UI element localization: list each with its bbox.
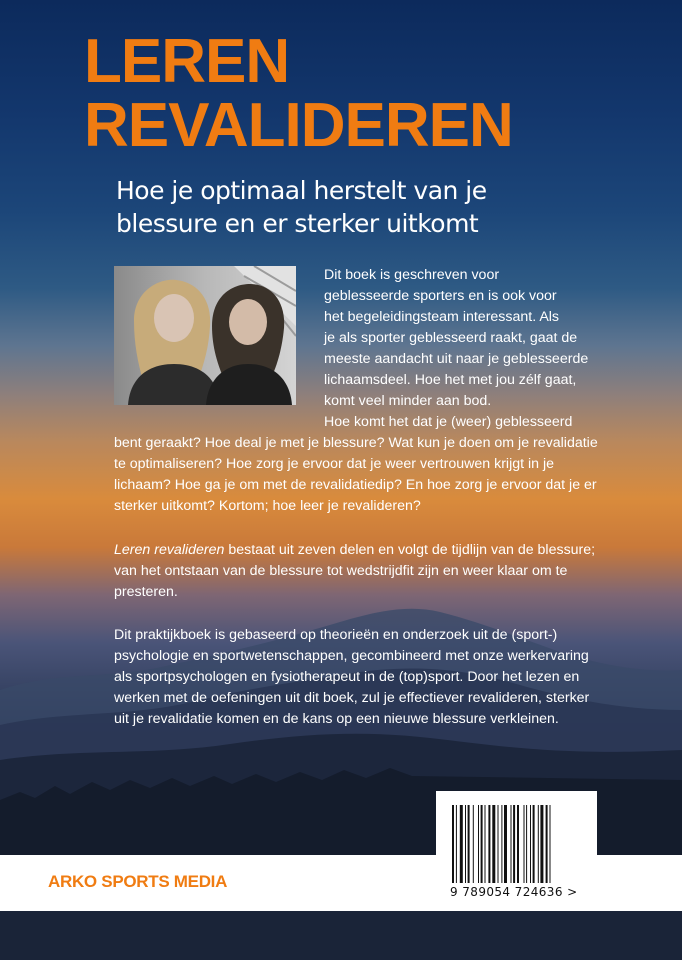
- book-title: [84, 27, 513, 160]
- intro-paragraph: [114, 265, 614, 517]
- isbn-barcode: [436, 791, 597, 911]
- barcode-bar: [524, 805, 525, 883]
- intro-line: geblesseerde sporters en is ook voor: [324, 288, 557, 304]
- barcode-bar: [513, 805, 515, 883]
- barcode-bar: [511, 805, 512, 883]
- subtitle-line-1: Hoe je optimaal herstelt van je: [116, 176, 487, 205]
- intro-line: het begeleidingsteam interessant. Als: [324, 309, 560, 325]
- barcode-bar: [550, 805, 551, 883]
- barcode-bar: [492, 805, 495, 883]
- barcode-bar: [452, 805, 454, 883]
- intro-line: komt veel minder aan bod.: [324, 393, 492, 409]
- barcode-bar: [485, 805, 486, 883]
- title-line-2: REVALIDEREN: [84, 91, 513, 160]
- method-line: uit je revalidatie komen en de kans op een nieuwe blessure verkleinen.: [114, 711, 559, 727]
- intro-line: sterker uitkomt? Kortom; hoe leer je revalideren?: [114, 498, 421, 514]
- barcode-bar: [504, 805, 507, 883]
- barcode-bar: [546, 805, 548, 883]
- barcode-bar: [526, 805, 527, 883]
- publisher-logo: ARKO SPORTS MEDIA: [48, 872, 228, 891]
- barcode-bar: [498, 805, 499, 883]
- barcode-bar: [488, 805, 490, 883]
- barcode-bar: [460, 805, 463, 883]
- barcode-bar: [468, 805, 470, 883]
- structure-line: presteren.: [114, 584, 178, 600]
- intro-line: lichaam? Hoe ga je om met de revalidatiedip? En hoe zorg je ervoor dat je er: [114, 477, 597, 493]
- book-subtitle: [116, 174, 636, 240]
- method-line: psychologie en sportwetenschappen, gecombineerd met onze werkervaring: [114, 648, 589, 664]
- structure-line: [114, 540, 624, 561]
- structure-line: van het ontstaan van de blessure tot wedstrijdfit zijn en weer klaar om te: [114, 563, 568, 579]
- book-title-italic: Leren revalideren: [114, 542, 225, 558]
- title-line-1: LEREN: [84, 27, 290, 96]
- intro-line: lichaamsdeel. Hoe het met jou zélf gaat,: [324, 372, 577, 388]
- barcode-bars: [452, 805, 582, 883]
- method-line: werken met de oefeningen uit dit boek, zul je effectiever revalideren, sterker: [114, 690, 590, 706]
- barcode-bar: [481, 805, 483, 883]
- intro-line: je als sporter geblesseerd raakt, gaat de: [324, 330, 578, 346]
- isbn-number: 9 789054 724636 >: [450, 885, 578, 899]
- method-line: als sportpsychologen en fysiotherapeut in de (top)sport. Door het lezen en: [114, 669, 580, 685]
- intro-line: Hoe komt het dat je (weer) geblesseerd: [324, 414, 573, 430]
- method-line: Dit praktijkboek is gebaseerd op theorieën en onderzoek uit de (sport-): [114, 627, 558, 643]
- bottom-strip: [0, 911, 682, 960]
- barcode-bar: [501, 805, 502, 883]
- intro-line: meeste aandacht uit naar je geblesseerde: [324, 351, 589, 367]
- structure-line-rest: bestaat uit zeven delen en volgt de tijdlijn van de blessure;: [224, 542, 596, 558]
- barcode-bar: [456, 805, 457, 883]
- structure-paragraph: [114, 540, 624, 603]
- barcode-bar: [478, 805, 479, 883]
- barcode-bar: [540, 805, 543, 883]
- barcode-bar: [538, 805, 539, 883]
- intro-line: te optimaliseren? Hoe zorg je ervoor dat je weer vertrouwen krijgt in je: [114, 456, 555, 472]
- intro-line: Dit boek is geschreven voor: [324, 267, 500, 283]
- barcode-bar: [533, 805, 535, 883]
- intro-line: bent geraakt? Hoe deal je met je blessure? Wat kun je doen om je revalidatie: [114, 435, 598, 451]
- method-paragraph: [114, 625, 634, 730]
- subtitle-line-2: blessure en er sterker uitkomt: [116, 209, 479, 238]
- barcode-bar: [465, 805, 466, 883]
- barcode-bar: [473, 805, 474, 883]
- barcode-bar: [530, 805, 531, 883]
- barcode-bar: [517, 805, 519, 883]
